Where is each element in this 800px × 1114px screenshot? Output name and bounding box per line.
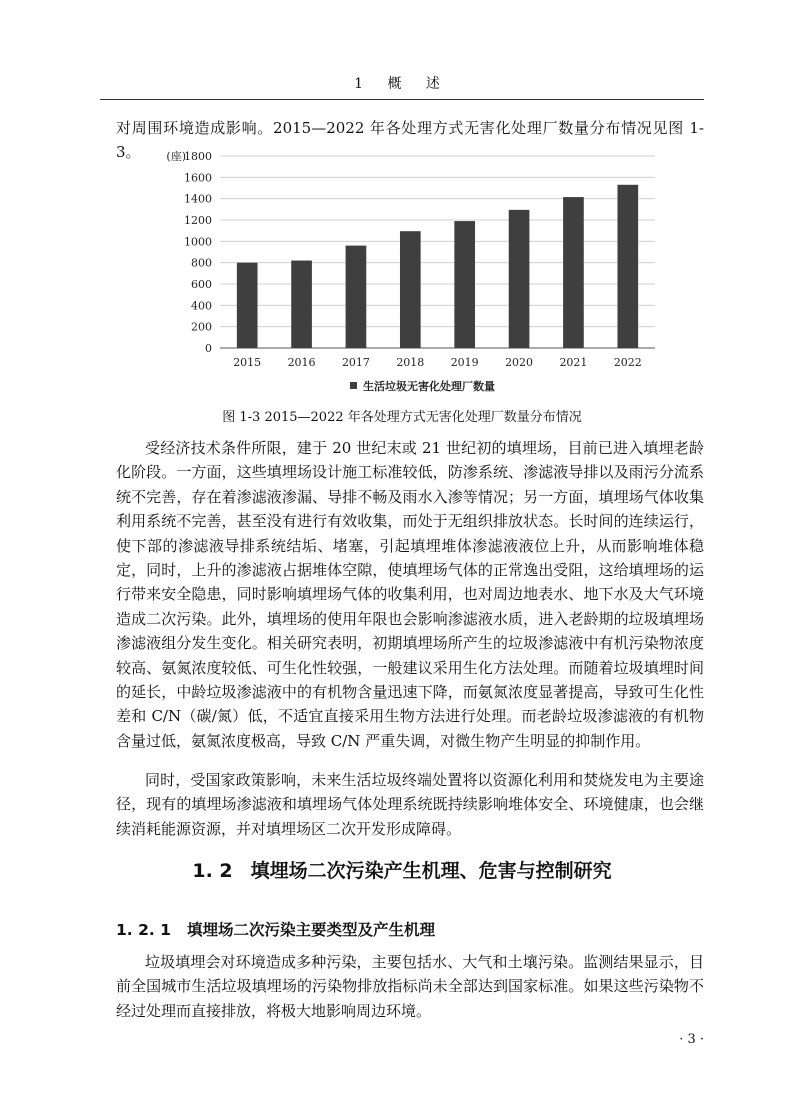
page-number: · 3 · [679,1032,704,1047]
figure-caption: 图 1-3 2015—2022 年各处理方式无害化处理厂数量分布情况 [222,410,582,425]
y-unit-label: (座) [166,150,186,163]
body-paragraph-3: 垃圾填埋会对环境造成多种污染，主要包括水、大气和土壤污染。监测结果显示，目前全国城市生活垃圾填埋场的污染物排放指标尚未全部达到国家标准。如果这些污染物不经过处理而直接排放，将极大地影响周边环境。 [116,953,704,1020]
bar-2016 [291,261,312,348]
y-tick-label: 1000 [184,235,212,249]
legend-label: 生活垃圾无害化处理厂数量 [363,380,495,393]
bar-2015 [237,263,258,348]
subsection-heading [116,918,704,940]
subsection-number: 1. 2. 1 [116,921,171,939]
legend-swatch [350,382,357,389]
y-tick-label: 800 [191,256,212,270]
y-tick-label: 1400 [184,192,212,206]
section-heading [100,856,704,883]
y-tick-label: 1200 [184,214,212,227]
bar-2018 [400,231,421,348]
y-tick-label: 400 [191,299,212,313]
x-tick-label: 2015 [233,356,262,369]
section-title: 填埋场二次污染产生机理、危害与控制研究 [250,860,612,882]
x-tick-label: 2022 [613,356,642,369]
bar-2022 [617,185,638,348]
running-header: 1 概 述 [354,76,450,92]
body-paragraph-2: 同时，受国家政策影响，未来生活垃圾终端处置将以资源化利用和焚烧发电为主要途径，现有的填埋场渗滤液和填埋场气体处理系统既持续影响堆体安全、环境健康，也会继续消耗能源资源，并对填埋场区二次开发形成障碍。 [116,771,704,838]
subsection-title: 填埋场二次污染主要类型及产生机理 [186,921,435,939]
y-tick-label: 600 [191,278,212,291]
bar-chart-svg [150,140,670,402]
x-tick-label: 2016 [287,356,316,369]
x-tick-label: 2019 [450,356,479,369]
bar-2017 [346,246,367,348]
bar-2021 [563,197,584,348]
bar-2019 [454,221,475,348]
intro-paragraph: 对周围环境造成影响。2015—2022 年各处理方式无害化处理厂数量分布情况见图 1-3。 [116,119,704,162]
body-paragraph-1: 受经济技术条件所限，建于 20 世纪末或 21 世纪初的填埋场，目前已进入填埋老龄化阶段。一方面，这些填埋场设计施工标准较低，防渗系统、渗滤液导排以及雨污分流系统不完善，存在着渗滤液渗漏、导排不畅及雨水入渗等情况；另一方面，填埋场气体收集利用系统不完善，甚至没有进行有效收集，而处于无组织排放状态。长时间的连续运行，使下部的渗滤液导排系统结垢、堵塞，引起填埋堆体渗滤液液位上升，从而影响堆体稳定，同时，上升的渗滤液占据堆体空隙，使填埋场气体的正常逸出受阻，这给填埋场的运行带来安全隐患，同时影响填埋场气体的收集利用，也对周边地表水、地下水及大气环境造成二次污染。此外，填埋场的使用年限也会影响渗滤液水质，进入老龄期的垃圾填埋场渗滤液组分发生变化。相关研究表明，初期填埋场所产生的垃圾渗滤液中有机污染物浓度较高、氨氮浓度较低、可生化性较强，一般建议采用生化方法处理。而随着垃圾填埋时间的延长，中龄垃圾渗滤液中的有机物含量迅速下降，而氨氮浓度显著提高，导致可生化性差和 C/N（碳/氮）低，不适宜直接采用生物方法进行处理。而老龄垃圾渗滤液的有机物含量过低，氨氮浓度极高，导致 C/N 严重失调，对微生物产生明显的抑制作用。 [116,439,704,750]
section-number: 1. 2 [192,860,233,882]
y-tick-label: 200 [191,320,212,334]
y-tick-label: 0 [205,342,212,355]
y-tick-label: 1600 [184,171,212,185]
header-rule [100,99,704,100]
x-tick-label: 2017 [341,356,370,369]
y-tick-label: 1800 [184,150,212,163]
bar-2020 [509,210,530,348]
bar-chart [150,140,670,402]
x-tick-label: 2018 [396,356,425,369]
x-tick-label: 2020 [505,356,534,369]
x-tick-label: 2021 [559,356,588,369]
